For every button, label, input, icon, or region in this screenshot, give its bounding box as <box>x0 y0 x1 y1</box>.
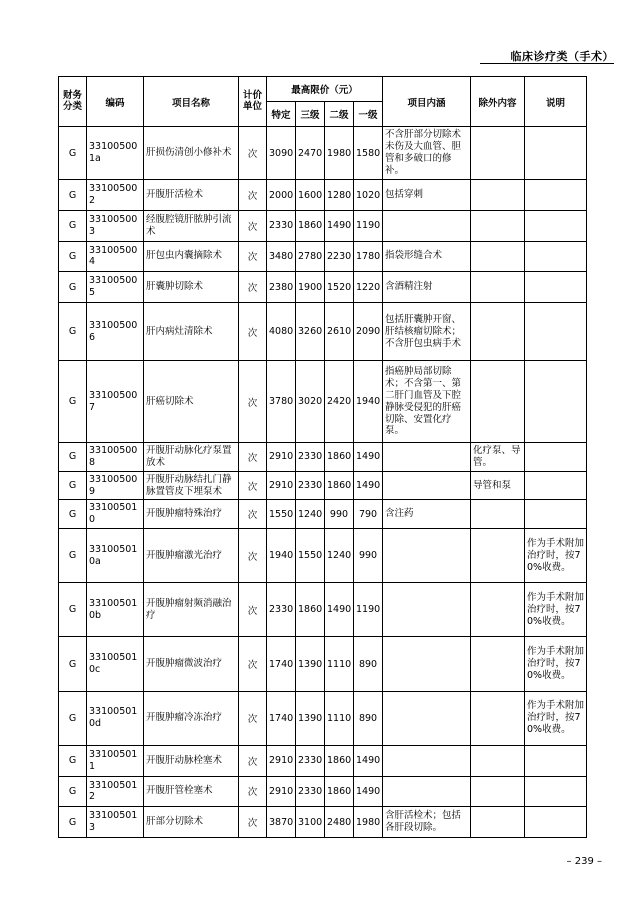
category-cell: G <box>59 807 87 838</box>
category-cell: G <box>59 241 87 272</box>
price-table <box>58 76 587 838</box>
table-row <box>59 361 587 443</box>
category-cell: G <box>59 583 87 637</box>
code-cell: 331005004 <box>87 241 144 272</box>
name-cell: 开腹肝动脉结扎门静脉置管皮下埋泵术 <box>144 471 239 500</box>
col-header-category: 财务分类 <box>59 77 87 127</box>
code-cell: 331005012 <box>87 776 144 807</box>
price-special-cell: 1740 <box>267 691 296 745</box>
price-level2-cell: 2610 <box>325 302 354 360</box>
col-header-exclusion: 除外内容 <box>471 77 525 127</box>
category-cell: G <box>59 127 87 180</box>
price-level3-cell: 1390 <box>296 637 325 691</box>
unit-cell: 次 <box>239 776 267 807</box>
price-level1-cell: 1980 <box>354 807 383 838</box>
category-cell: G <box>59 272 87 303</box>
price-level1-cell: 1490 <box>354 745 383 776</box>
unit-cell: 次 <box>239 637 267 691</box>
content-cell: 含酒精注射 <box>383 272 471 303</box>
price-level1-cell: 890 <box>354 691 383 745</box>
price-level1-cell: 1490 <box>354 443 383 472</box>
price-level1-cell: 890 <box>354 637 383 691</box>
note-cell <box>525 241 587 272</box>
note-cell <box>525 807 587 838</box>
price-level2-cell: 1280 <box>325 180 354 211</box>
exclusion-cell <box>471 807 525 838</box>
price-special-cell: 1740 <box>267 637 296 691</box>
unit-cell: 次 <box>239 127 267 180</box>
name-cell: 肝内病灶清除术 <box>144 302 239 360</box>
table-row <box>59 241 587 272</box>
price-special-cell: 2910 <box>267 443 296 472</box>
content-cell: 含注药 <box>383 500 471 529</box>
price-level1-cell: 1190 <box>354 210 383 241</box>
exclusion-cell <box>471 361 525 443</box>
content-cell <box>383 210 471 241</box>
content-cell: 指袋形缝合术 <box>383 241 471 272</box>
name-cell: 开腹肿瘤射频消融治疗 <box>144 583 239 637</box>
note-cell <box>525 127 587 180</box>
unit-cell: 次 <box>239 361 267 443</box>
code-cell: 331005002 <box>87 180 144 211</box>
name-cell: 开腹肝动脉栓塞术 <box>144 745 239 776</box>
table-row <box>59 180 587 211</box>
price-level1-cell: 1580 <box>354 127 383 180</box>
unit-cell: 次 <box>239 272 267 303</box>
price-level2-cell: 1110 <box>325 637 354 691</box>
price-level1-cell: 2090 <box>354 302 383 360</box>
name-cell: 肝部分切除术 <box>144 807 239 838</box>
price-special-cell: 1940 <box>267 528 296 582</box>
note-cell <box>525 361 587 443</box>
price-special-cell: 2330 <box>267 583 296 637</box>
exclusion-cell <box>471 528 525 582</box>
table-row <box>59 272 587 303</box>
price-level3-cell: 2780 <box>296 241 325 272</box>
price-level1-cell: 990 <box>354 528 383 582</box>
exclusion-cell <box>471 691 525 745</box>
col-header-level2: 二级 <box>325 102 354 127</box>
name-cell: 开腹肝活检术 <box>144 180 239 211</box>
note-cell: 作为手术附加治疗时，按70%收费。 <box>525 691 587 745</box>
price-level2-cell: 1860 <box>325 443 354 472</box>
note-cell: 作为手术附加治疗时，按70%收费。 <box>525 637 587 691</box>
category-cell: G <box>59 528 87 582</box>
price-level2-cell: 1490 <box>325 583 354 637</box>
price-level2-cell: 1980 <box>325 127 354 180</box>
table-row <box>59 528 587 582</box>
price-level3-cell: 2330 <box>296 745 325 776</box>
content-cell <box>383 745 471 776</box>
name-cell: 肝损伤清创小修补术 <box>144 127 239 180</box>
price-level2-cell: 1490 <box>325 210 354 241</box>
unit-cell: 次 <box>239 180 267 211</box>
price-level2-cell: 1520 <box>325 272 354 303</box>
content-cell: 包括穿刺 <box>383 180 471 211</box>
price-table-body <box>59 127 587 838</box>
content-cell: 指癌肿局部切除术；不含第一、第二肝门血管及下腔静脉受侵犯的肝癌切除、安置化疗泵。 <box>383 361 471 443</box>
price-level2-cell: 1110 <box>325 691 354 745</box>
price-level3-cell: 1390 <box>296 691 325 745</box>
category-cell: G <box>59 500 87 529</box>
col-header-content: 项目内涵 <box>383 77 471 127</box>
price-level3-cell: 3100 <box>296 807 325 838</box>
price-special-cell: 2910 <box>267 745 296 776</box>
name-cell: 肝癌切除术 <box>144 361 239 443</box>
unit-cell: 次 <box>239 807 267 838</box>
code-cell: 331005006 <box>87 302 144 360</box>
price-level3-cell: 3260 <box>296 302 325 360</box>
col-header-note: 说明 <box>525 77 587 127</box>
price-level3-cell: 1860 <box>296 210 325 241</box>
price-level2-cell: 1860 <box>325 745 354 776</box>
content-cell <box>383 583 471 637</box>
category-cell: G <box>59 443 87 472</box>
price-level1-cell: 1020 <box>354 180 383 211</box>
code-cell: 331005008 <box>87 443 144 472</box>
unit-cell: 次 <box>239 691 267 745</box>
code-cell: 331005013 <box>87 807 144 838</box>
price-level2-cell: 2420 <box>325 361 354 443</box>
exclusion-cell <box>471 180 525 211</box>
note-cell <box>525 302 587 360</box>
category-cell: G <box>59 637 87 691</box>
table-row <box>59 471 587 500</box>
page-number: – 239 – <box>566 856 602 867</box>
name-cell: 肝包虫内囊摘除术 <box>144 241 239 272</box>
exclusion-cell <box>471 583 525 637</box>
note-cell: 作为手术附加治疗时，按70%收费。 <box>525 583 587 637</box>
name-cell: 开腹肝动脉化疗泵置放术 <box>144 443 239 472</box>
table-row <box>59 210 587 241</box>
content-cell: 包括肝囊肿开窗、肝结核瘤切除术；不含肝包虫病手术 <box>383 302 471 360</box>
table-row <box>59 637 587 691</box>
exclusion-cell <box>471 302 525 360</box>
col-header-level3: 三级 <box>296 102 325 127</box>
price-level1-cell: 1190 <box>354 583 383 637</box>
note-cell <box>525 210 587 241</box>
price-special-cell: 3480 <box>267 241 296 272</box>
price-level2-cell: 1860 <box>325 776 354 807</box>
content-cell <box>383 443 471 472</box>
price-special-cell: 2380 <box>267 272 296 303</box>
exclusion-cell <box>471 776 525 807</box>
code-cell: 331005009 <box>87 471 144 500</box>
price-special-cell: 2910 <box>267 471 296 500</box>
note-cell <box>525 500 587 529</box>
exclusion-cell <box>471 127 525 180</box>
col-header-name: 项目名称 <box>144 77 239 127</box>
code-cell: 331005010d <box>87 691 144 745</box>
price-level2-cell: 1860 <box>325 471 354 500</box>
name-cell: 经腹腔镜肝脓肿引流术 <box>144 210 239 241</box>
exclusion-cell <box>471 745 525 776</box>
content-cell <box>383 528 471 582</box>
code-cell: 331005011 <box>87 745 144 776</box>
code-cell: 331005003 <box>87 210 144 241</box>
price-level1-cell: 1940 <box>354 361 383 443</box>
content-cell <box>383 471 471 500</box>
note-cell <box>525 180 587 211</box>
col-header-code: 编码 <box>87 77 144 127</box>
unit-cell: 次 <box>239 528 267 582</box>
table-row <box>59 691 587 745</box>
content-cell <box>383 776 471 807</box>
note-cell <box>525 471 587 500</box>
content-cell: 含肝活检术；包括各肝段切除。 <box>383 807 471 838</box>
note-cell: 作为手术附加治疗时，按70%收费。 <box>525 528 587 582</box>
exclusion-cell: 化疗泵、导管。 <box>471 443 525 472</box>
price-level1-cell: 790 <box>354 500 383 529</box>
unit-cell: 次 <box>239 583 267 637</box>
name-cell: 肝囊肿切除术 <box>144 272 239 303</box>
unit-cell: 次 <box>239 745 267 776</box>
price-level3-cell: 1860 <box>296 583 325 637</box>
code-cell: 331005001a <box>87 127 144 180</box>
price-special-cell: 3870 <box>267 807 296 838</box>
table-row <box>59 583 587 637</box>
price-level1-cell: 1490 <box>354 776 383 807</box>
col-header-level1: 一级 <box>354 102 383 127</box>
table-row <box>59 443 587 472</box>
name-cell: 开腹肿瘤激光治疗 <box>144 528 239 582</box>
category-cell: G <box>59 302 87 360</box>
code-cell: 331005007 <box>87 361 144 443</box>
name-cell: 开腹肝管栓塞术 <box>144 776 239 807</box>
price-level3-cell: 1600 <box>296 180 325 211</box>
price-special-cell: 2000 <box>267 180 296 211</box>
page-header-title: 临床诊疗类（手术） <box>510 50 614 63</box>
note-cell <box>525 272 587 303</box>
price-special-cell: 3780 <box>267 361 296 443</box>
exclusion-cell <box>471 272 525 303</box>
price-level1-cell: 1780 <box>354 241 383 272</box>
table-row <box>59 127 587 180</box>
content-cell <box>383 637 471 691</box>
price-level1-cell: 1490 <box>354 471 383 500</box>
code-cell: 331005005 <box>87 272 144 303</box>
content-cell: 不含肝部分切除术未伤及大血管、胆管和多破口的修补。 <box>383 127 471 180</box>
unit-cell: 次 <box>239 500 267 529</box>
name-cell: 开腹肿瘤微波治疗 <box>144 637 239 691</box>
price-level3-cell: 1550 <box>296 528 325 582</box>
price-special-cell: 4080 <box>267 302 296 360</box>
table-row <box>59 500 587 529</box>
unit-cell: 次 <box>239 302 267 360</box>
note-cell <box>525 745 587 776</box>
price-level2-cell: 2480 <box>325 807 354 838</box>
table-row <box>59 745 587 776</box>
price-level2-cell: 990 <box>325 500 354 529</box>
note-cell <box>525 776 587 807</box>
category-cell: G <box>59 210 87 241</box>
unit-cell: 次 <box>239 241 267 272</box>
price-level3-cell: 2330 <box>296 471 325 500</box>
name-cell: 开腹肿瘤特殊治疗 <box>144 500 239 529</box>
name-cell: 开腹肿瘤冷冻治疗 <box>144 691 239 745</box>
category-cell: G <box>59 361 87 443</box>
unit-cell: 次 <box>239 471 267 500</box>
price-level2-cell: 1240 <box>325 528 354 582</box>
price-level3-cell: 3020 <box>296 361 325 443</box>
note-cell <box>525 443 587 472</box>
price-special-cell: 2910 <box>267 776 296 807</box>
code-cell: 331005010b <box>87 583 144 637</box>
exclusion-cell: 导管和泵 <box>471 471 525 500</box>
category-cell: G <box>59 180 87 211</box>
unit-cell: 次 <box>239 210 267 241</box>
table-row <box>59 807 587 838</box>
col-header-max-price: 最高限价（元） <box>267 77 383 102</box>
category-cell: G <box>59 471 87 500</box>
table-row <box>59 302 587 360</box>
col-header-unit: 计价单位 <box>239 77 267 127</box>
category-cell: G <box>59 745 87 776</box>
exclusion-cell <box>471 500 525 529</box>
content-cell <box>383 691 471 745</box>
price-special-cell: 1550 <box>267 500 296 529</box>
price-level3-cell: 1900 <box>296 272 325 303</box>
price-special-cell: 2330 <box>267 210 296 241</box>
table-row <box>59 776 587 807</box>
category-cell: G <box>59 776 87 807</box>
category-cell: G <box>59 691 87 745</box>
price-level3-cell: 2330 <box>296 443 325 472</box>
exclusion-cell <box>471 210 525 241</box>
code-cell: 331005010a <box>87 528 144 582</box>
code-cell: 331005010c <box>87 637 144 691</box>
price-level3-cell: 2330 <box>296 776 325 807</box>
price-special-cell: 3090 <box>267 127 296 180</box>
price-level3-cell: 1240 <box>296 500 325 529</box>
code-cell: 331005010 <box>87 500 144 529</box>
header-rule <box>480 63 614 64</box>
exclusion-cell <box>471 241 525 272</box>
exclusion-cell <box>471 637 525 691</box>
col-header-special: 特定 <box>267 102 296 127</box>
price-level2-cell: 2230 <box>325 241 354 272</box>
price-level3-cell: 2470 <box>296 127 325 180</box>
price-level1-cell: 1220 <box>354 272 383 303</box>
unit-cell: 次 <box>239 443 267 472</box>
